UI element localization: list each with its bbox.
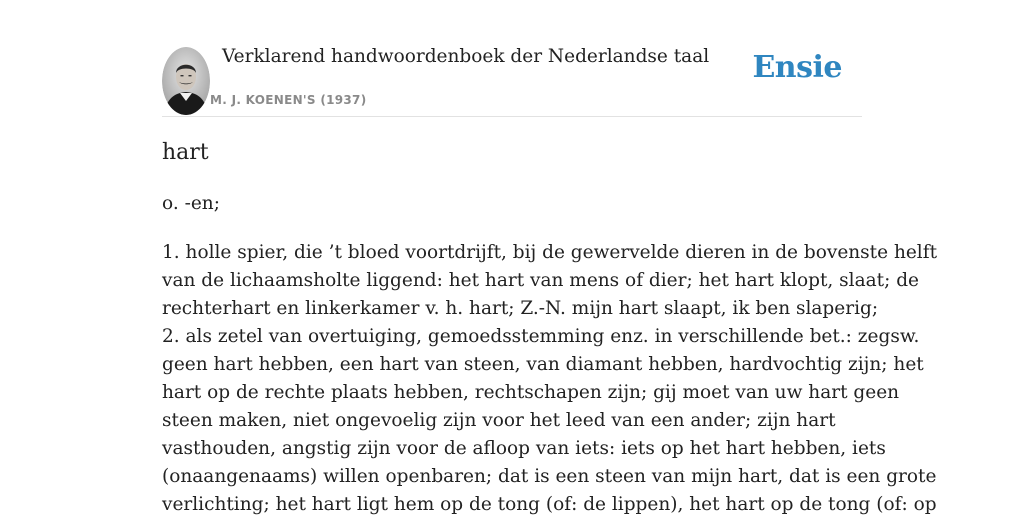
definition-line: 2. als zetel van overtuiging, gemoedsstemming enz. in verschillende bet.: zegsw. <box>162 326 920 347</box>
page <box>162 0 938 515</box>
definition-line: hart op de rechte plaats hebben, rechtschapen zijn; gij moet van uw hart geen <box>162 382 900 403</box>
edition-subtitle: M. J. KOENEN'S (1937) <box>210 93 367 107</box>
entry-grammar: o. -en; <box>162 193 220 214</box>
definition-line: steen maken, niet ongevoelig zijn voor het leed van een ander; zijn hart <box>162 410 836 431</box>
definition-line: van de lichaamsholte liggend: het hart van mens of dier; het hart klopt, slaat; de <box>162 270 919 291</box>
definition-line: rechterhart en linkerkamer v. h. hart; Z.-N. mijn hart slaapt, ik ben slaperig; <box>162 298 879 319</box>
definition-line: vasthouden, angstig zijn voor de afloop van iets: iets op het hart hebben, iets <box>162 438 886 459</box>
author-portrait-icon <box>162 47 210 115</box>
entry-definition <box>162 239 938 519</box>
dictionary-header <box>162 0 862 117</box>
definition-line: (onaangenaams) willen openbaren; dat is een steen van mijn hart, dat is een grote <box>162 466 937 487</box>
book-title: Verklarend handwoordenboek der Nederlandse taal <box>222 46 710 67</box>
definition-line: geen hart hebben, een hart van steen, van diamant hebben, hardvochtig zijn; het <box>162 354 924 375</box>
entry-headword: hart <box>162 140 209 165</box>
definition-line: verlichting; het hart ligt hem op de tong (of: de lippen), het hart op de tong (of: op <box>162 494 937 515</box>
ensie-logo-link[interactable]: Ensie <box>752 50 842 85</box>
definition-line: 1. holle spier, die ’t bloed voortdrijft, bij de gewervelde dieren in de bovenste helft <box>162 242 938 263</box>
